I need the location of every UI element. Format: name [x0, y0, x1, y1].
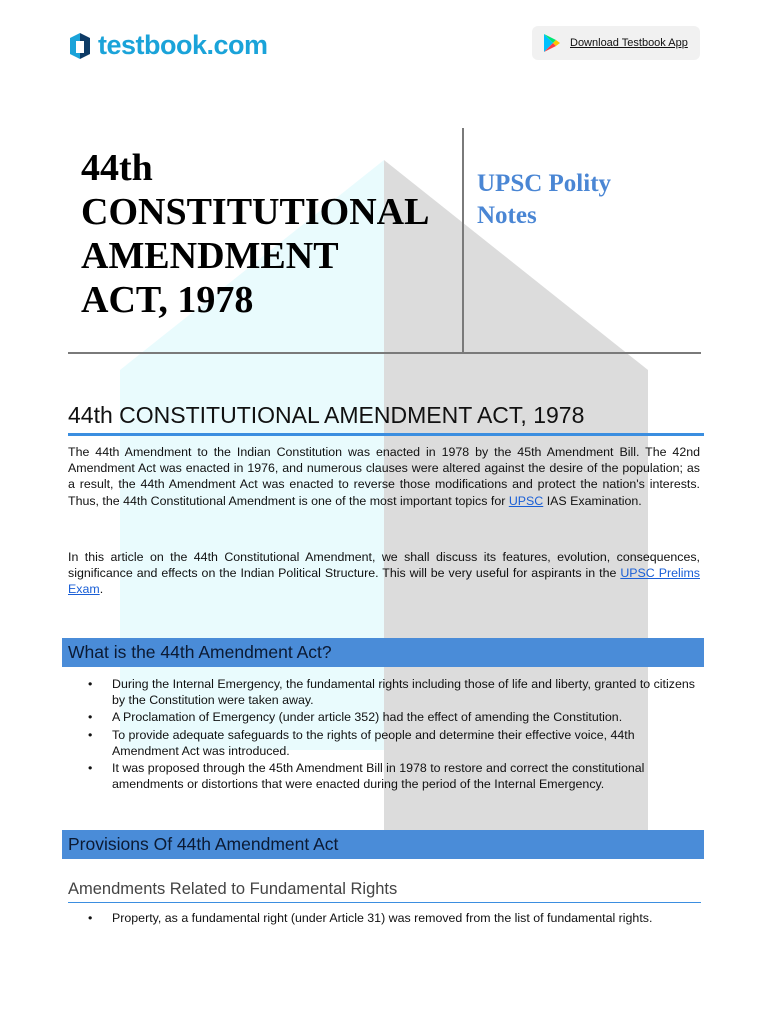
intro-text: The 44th Amendment to the Indian Constitution was enacted in 1978 by the 45th Amendment Bill. The 42nd Amendment Act was enacted in 1976, and numerous clauses were altered against the desire of the population; as a result, the 44th Amendment Act was enacted to reverse those modifications and protect the nation's interests. Thus, the 44th Constitutional Amendment is one of the most important topics for [68, 445, 700, 508]
fundamental-rights-list [88, 910, 700, 927]
download-app-link[interactable]: Download Testbook App [570, 37, 688, 49]
document-title [81, 146, 461, 322]
list-item: • To provide adequate safeguards to the rights of people and determine their effective voice, 44th Amendment Act was introduced. [88, 727, 700, 759]
subsection-underline [68, 902, 701, 903]
title-line: AMENDMENT [81, 235, 339, 277]
title-divider-horizontal [68, 352, 701, 354]
upsc-link[interactable]: UPSC [508, 493, 544, 508]
logo-text: testbook.com [98, 30, 268, 60]
download-app-button[interactable] [532, 26, 700, 60]
google-play-icon [542, 33, 562, 53]
section-title: Provisions Of 44th Amendment Act [68, 834, 339, 854]
testbook-logo-icon [68, 32, 92, 60]
subsection-heading: Amendments Related to Fundamental Rights [68, 880, 398, 898]
notes-category [477, 168, 677, 232]
title-line: 44th [81, 147, 153, 189]
article-heading: 44th CONSTITUTIONAL AMENDMENT ACT, 1978 [68, 402, 585, 428]
section-header-what-is [62, 638, 704, 667]
intro-tail: IAS Examination. [543, 493, 642, 508]
title-line: ACT, 1978 [81, 279, 254, 321]
overview-text: In this article on the 44th Constitutional Amendment, we shall discuss its features, evolution, consequences, significance and effects on the Indian Political Structure. This will be very useful for aspirants in the [68, 550, 700, 581]
list-item: • During the Internal Emergency, the fundamental rights including those of life and liberty, granted to citizens by the Constitution were taken away. [88, 676, 700, 708]
list-item: • A Proclamation of Emergency (under article 352) had the effect of amending the Constitution. [88, 709, 700, 725]
section-header-provisions [62, 830, 704, 859]
title-line: CONSTITUTIONAL [81, 191, 430, 233]
title-divider-vertical [462, 128, 464, 353]
heading-underline [68, 433, 704, 436]
testbook-logo[interactable] [68, 30, 268, 61]
list-item: • Property, as a fundamental right (under Article 31) was removed from the list of fundamental rights. [88, 910, 700, 926]
intro-paragraph [68, 444, 700, 509]
upsc-prelims-link[interactable]: UPSC Prelims Exam [68, 566, 700, 597]
list-item: • It was proposed through the 45th Amendment Bill in 1978 to restore and correct the constitutional amendments or distortions that were enacted during the period of the Internal Emergency. [88, 760, 700, 792]
section-title: What is the 44th Amendment Act? [68, 642, 332, 662]
category-line: Notes [477, 202, 537, 229]
overview-tail: . [99, 582, 104, 597]
what-is-list [88, 676, 700, 793]
overview-paragraph [68, 549, 700, 598]
category-line: UPSC Polity [477, 170, 612, 197]
